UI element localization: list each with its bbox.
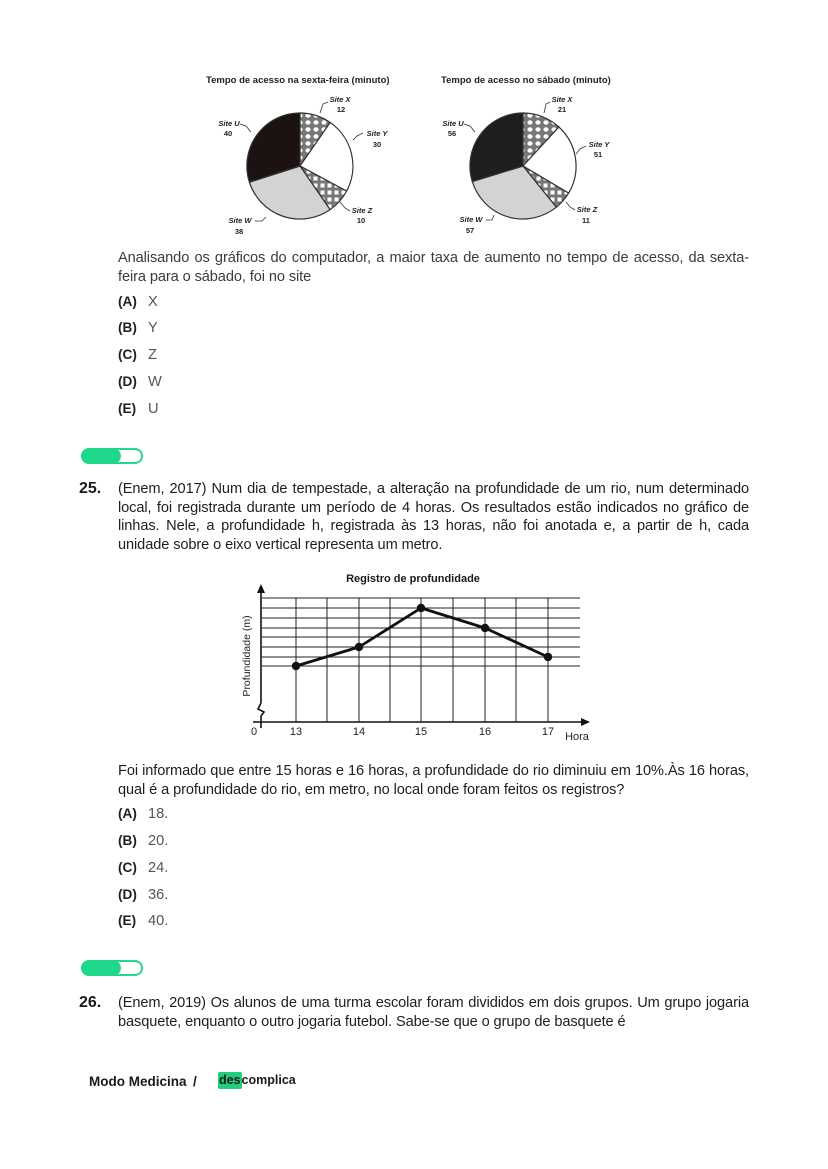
question-26-number: 26. — [79, 994, 102, 1011]
pie-chart-friday — [200, 70, 420, 240]
svg-text:30: 30 — [372, 140, 382, 149]
svg-text:Site X: Site X — [551, 95, 573, 104]
svg-text:Profundidade (m): Profundidade (m) — [241, 615, 253, 697]
pie-chart-saturday — [430, 70, 630, 240]
question-25-prompt: Foi informado que entre 15 horas e 16 horas, a profundidade do rio diminuiu em 10%.Às 16 horas, qual é a profundidade do rio, em metro, no local onde foram feitos os registros? — [118, 763, 749, 798]
svg-text:14: 14 — [352, 726, 366, 738]
q24-option-d[interactable]: (D) W — [118, 374, 162, 390]
svg-text:Site X: Site X — [329, 95, 351, 104]
svg-text:56: 56 — [447, 129, 457, 138]
svg-text:38: 38 — [234, 227, 244, 236]
svg-text:57: 57 — [465, 226, 475, 235]
svg-text:12: 12 — [336, 105, 346, 114]
question-24-prompt: Analisando os gráficos do computador, a maior taxa de aumento no tempo de acesso, da sexta-feira para o sábado, foi no site — [118, 250, 749, 285]
svg-text:Hora: Hora — [565, 731, 589, 743]
svg-text:Site U: Site U — [218, 119, 240, 128]
svg-text:Site Y: Site Y — [588, 140, 610, 149]
saturday-chart-title: Tempo de acesso no sábado (minuto) — [441, 75, 611, 86]
svg-text:Site W: Site W — [228, 216, 252, 225]
svg-text:40: 40 — [223, 129, 233, 138]
footer-title: Modo Medicina — [89, 1074, 187, 1089]
question-26-text: (Enem, 2019) Os alunos de uma turma escolar foram divididos em dois grupos. Um grupo jogaria basquete, enquanto o outro jogaria futebol. Sabe-se que o grupo de basquete é — [118, 995, 749, 1030]
q24-option-b[interactable]: (B) Y — [118, 320, 158, 336]
svg-text:10: 10 — [356, 216, 366, 225]
line-chart-depth — [230, 565, 600, 750]
svg-text:15: 15 — [414, 726, 428, 738]
answer-toggle-q24[interactable] — [81, 448, 143, 464]
answer-toggle-q25[interactable] — [81, 960, 143, 976]
q24-option-c[interactable]: (C) Z — [118, 347, 157, 363]
toggle-knob — [81, 960, 121, 976]
svg-text:Site U: Site U — [442, 119, 464, 128]
q24-option-a[interactable]: (A) X — [118, 294, 158, 310]
brand-logo-highlight: des — [219, 1073, 241, 1087]
line-chart-title: Registro de profundidade — [346, 573, 480, 585]
q25-option-d[interactable]: (D) 36. — [118, 887, 169, 903]
q24-option-e[interactable]: (E) U — [118, 401, 159, 417]
toggle-knob — [81, 448, 121, 464]
footer-separator: / — [193, 1074, 197, 1089]
svg-text:51: 51 — [593, 150, 603, 159]
q25-option-c[interactable]: (C) 24. — [118, 860, 169, 876]
svg-text:17: 17 — [541, 726, 555, 738]
svg-text:13: 13 — [289, 726, 303, 738]
svg-text:21: 21 — [557, 105, 567, 114]
svg-text:Site Z: Site Z — [576, 205, 598, 214]
svg-text:Site W: Site W — [459, 215, 483, 224]
friday-chart-title: Tempo de acesso na sexta-feira (minuto) — [206, 75, 390, 86]
q25-option-e[interactable]: (E) 40. — [118, 913, 169, 929]
svg-text:11: 11 — [582, 216, 590, 225]
q25-option-a[interactable]: (A) 18. — [118, 806, 169, 822]
svg-text:Site Y: Site Y — [366, 129, 388, 138]
q25-option-b[interactable]: (B) 20. — [118, 833, 169, 849]
svg-text:16: 16 — [478, 726, 492, 738]
svg-text:0: 0 — [250, 726, 258, 738]
question-25-text: (Enem, 2017) Num dia de tempestade, a alteração na profundidade de um rio, num determinado local, foi registrada durante um período de 4 horas. Os resultados estão indicados no gráfico de linhas. Nele, a profundidade h, registrada às 13 horas, não foi anotada e, a partir de h, cada unidade sobre o eixo vertical representa um metro. — [118, 481, 749, 553]
svg-text:Site Z: Site Z — [351, 206, 373, 215]
brand-logo: descomplica — [219, 1073, 296, 1087]
question-25-number: 25. — [79, 480, 102, 497]
